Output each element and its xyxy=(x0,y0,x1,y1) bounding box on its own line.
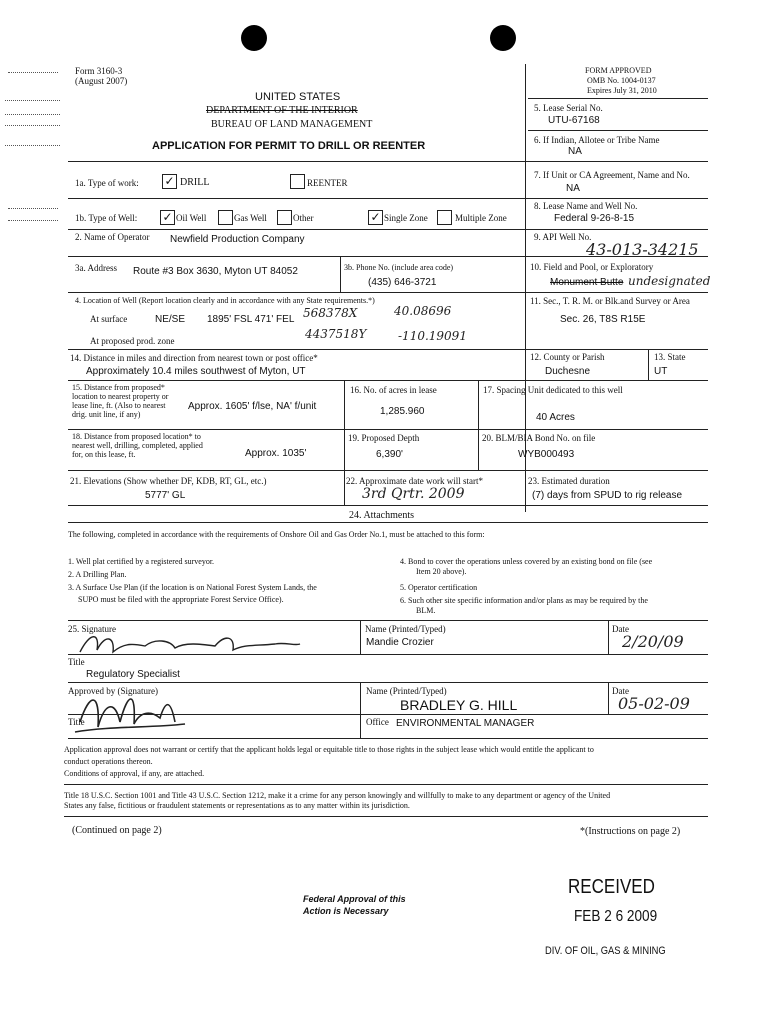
field-5-value[interactable]: UTU-67168 xyxy=(548,115,600,126)
field-6-value[interactable]: NA xyxy=(568,146,582,157)
attachment-item-6a: 6. Such other site specific information and/or plans as may be required by the xyxy=(400,596,648,605)
attachment-item-6b: BLM. xyxy=(416,606,436,615)
office-value: ENVIRONMENTAL MANAGER xyxy=(396,718,535,729)
field-25-label: 25. Signature xyxy=(68,624,116,634)
field-2-value[interactable]: Newfield Production Company xyxy=(170,234,305,245)
field-13-label: 13. State xyxy=(654,352,686,362)
name-value: Mandie Crozier xyxy=(366,637,434,648)
field-23-value[interactable]: (7) days from SPUD to rig release xyxy=(532,490,683,501)
rule xyxy=(68,505,708,506)
field-22-label: 22. Approximate date work will start* xyxy=(346,476,483,486)
field-20-value[interactable]: WYB000493 xyxy=(518,449,575,460)
field-20-label: 20. BLM/BIA Bond No. on file xyxy=(482,433,596,443)
hw-coord-easting: 568378X xyxy=(303,306,358,320)
approver-date-value: 05-02-09 xyxy=(618,694,690,713)
field-16-value[interactable]: 1,285.960 xyxy=(380,406,425,417)
reenter-checkbox[interactable] xyxy=(290,174,305,189)
attachment-item-4b: Item 20 above). xyxy=(416,567,467,576)
title-18-note-1: Title 18 U.S.C. Section 1001 and Title 43 U.S.C. Section 1212, make it a crime for any person knowingly and willfully to make to any department or agency of the United xyxy=(64,791,611,800)
field-19-label: 19. Proposed Depth xyxy=(348,433,420,443)
field-12-label: 12. County or Parish xyxy=(530,352,605,362)
title-label: Title xyxy=(68,657,85,667)
punch-hole-right xyxy=(490,25,516,51)
approver-name-label: Name (Printed/Typed) xyxy=(366,686,447,696)
margin-mark xyxy=(8,208,58,209)
attachments-intro: The following, completed in accordance with the requirements of Onshore Oil and Gas Order No.1, must be attached to this form: xyxy=(68,530,485,539)
at-surface-footage[interactable]: 1895' FSL 471' FEL xyxy=(207,314,295,325)
dept-line-1: UNITED STATES xyxy=(255,91,341,103)
approval-note-3: Conditions of approval, if any, are attached. xyxy=(64,769,205,778)
field-3a-value[interactable]: Route #3 Box 3630, Myton UT 84052 xyxy=(133,266,298,277)
drill-label: DRILL xyxy=(180,177,210,188)
attachment-item-1: 1. Well plat certified by a registered surveyor. xyxy=(68,557,215,566)
date-label: Date xyxy=(612,624,629,634)
divider-22 xyxy=(344,470,345,505)
right-column-divider xyxy=(525,64,526,512)
divider-3b xyxy=(340,256,341,292)
rule xyxy=(68,470,708,471)
division-stamp: DIV. OF OIL, GAS & MINING xyxy=(545,945,666,957)
office-label: Office xyxy=(366,717,389,727)
rule xyxy=(68,229,708,230)
attachments-title: 24. Attachments xyxy=(349,510,414,521)
attachment-item-2: 2. A Drilling Plan. xyxy=(68,570,127,579)
field-1b-label: 1b. Type of Well: xyxy=(75,213,138,223)
form-number: Form 3160-3 xyxy=(75,66,123,76)
margin-mark xyxy=(8,72,58,73)
field-2-label: 2. Name of Operator xyxy=(75,232,150,242)
attachment-item-3a: 3. A Surface Use Plan (if the location is on National Forest System Lands, the xyxy=(68,583,317,592)
instructions-note: *(Instructions on page 2) xyxy=(580,826,681,837)
applicant-signature xyxy=(75,624,305,660)
field-15-label: 15. Distance from proposed* location to nearest property or lease line, ft. (Also to nearest drig. unit line, if any) xyxy=(72,383,169,419)
margin-mark xyxy=(5,145,60,146)
field-17-label: 17. Spacing Unit dedicated to this well xyxy=(483,385,623,395)
field-11-value[interactable]: Sec. 26, T8S R15E xyxy=(560,314,646,325)
hw-coord-long: -110.19091 xyxy=(398,329,467,343)
field-21-value[interactable]: 5777' GL xyxy=(145,490,186,501)
field-21-label: 21. Elevations (Show whether DF, KDB, RT, GL, etc.) xyxy=(70,476,267,486)
field-9-value[interactable]: 43-013-34215 xyxy=(586,240,699,259)
field-23-label: 23. Estimated duration xyxy=(528,476,610,486)
field-18-label: 18. Distance from proposed location* to nearest well, drilling, completed, applied for, on this lease, ft. xyxy=(72,432,203,459)
continued-note: (Continued on page 2) xyxy=(72,825,162,836)
federal-approval-stamp-2: Action is Necessary xyxy=(303,906,389,916)
at-prod-zone-label: At proposed prod. zone xyxy=(90,336,175,346)
at-surface-value[interactable]: NE/SE xyxy=(155,314,186,325)
name-label: Name (Printed/Typed) xyxy=(365,624,446,634)
field-10-label: 10. Field and Pool, or Exploratory xyxy=(530,262,654,272)
federal-approval-stamp-1: Federal Approval of this xyxy=(303,894,406,904)
form-approved: FORM APPROVED xyxy=(585,66,652,75)
field-3a-label: 3a. Address xyxy=(75,263,117,273)
single-zone-label: Single Zone xyxy=(384,213,428,223)
field-1a-label: 1a. Type of work: xyxy=(75,178,139,188)
date-value: 2/20/09 xyxy=(622,632,684,651)
divider-17 xyxy=(478,380,479,470)
hw-coord-northing: 4437518Y xyxy=(305,327,367,341)
rule xyxy=(68,380,708,381)
approver-name: BRADLEY G. HILL xyxy=(400,697,518,713)
field-8-label: 8. Lease Name and Well No. xyxy=(534,201,638,211)
title-value: Regulatory Specialist xyxy=(86,669,180,680)
field-14-label: 14. Distance in miles and direction from nearest town or post office* xyxy=(70,353,318,363)
rule xyxy=(528,98,708,99)
divider-approver-name xyxy=(360,682,361,738)
field-11-label: 11. Sec., T. R. M. or Blk.and Survey or Area xyxy=(530,296,690,306)
gas-well-checkbox[interactable] xyxy=(218,210,233,225)
field-12-value[interactable]: Duchesne xyxy=(545,366,591,377)
dept-line-3: BUREAU OF LAND MANAGEMENT xyxy=(211,119,373,130)
approver-date-label: Date xyxy=(612,686,629,696)
rule xyxy=(68,349,708,350)
margin-mark xyxy=(5,125,60,126)
multiple-zone-checkbox[interactable] xyxy=(437,210,452,225)
approver-signature xyxy=(70,682,190,742)
divider-date xyxy=(608,620,609,654)
rule xyxy=(68,292,708,293)
other-label: Other xyxy=(293,213,314,223)
omb-number: OMB No. 1004-0137 xyxy=(587,76,656,85)
margin-mark xyxy=(5,114,60,115)
field-7-label: 7. If Unit or CA Agreement, Name and No. xyxy=(534,170,690,180)
attachment-item-5: 5. Operator certification xyxy=(400,583,478,592)
field-10-handwritten: undesignated xyxy=(628,274,711,288)
field-22-value[interactable]: 3rd Qrtr. 2009 xyxy=(362,486,465,502)
attachment-item-4a: 4. Bond to cover the operations unless covered by an existing bond on file (see xyxy=(400,557,653,566)
rule xyxy=(528,130,708,131)
field-7-value[interactable]: NA xyxy=(566,183,580,194)
punch-hole-left xyxy=(241,25,267,51)
single-zone-checkbox[interactable]: ✓ xyxy=(368,210,383,225)
approved-by-label: Approved by (Signature) xyxy=(68,686,158,696)
rule xyxy=(68,429,708,430)
rule xyxy=(68,522,708,523)
rule xyxy=(68,620,708,621)
title2-label: Title xyxy=(68,717,85,727)
other-checkbox[interactable] xyxy=(277,210,292,225)
divider-approver-date xyxy=(608,682,609,714)
expires: Expires July 31, 2010 xyxy=(587,86,657,95)
field-14-value[interactable]: Approximately 10.4 miles southwest of Myton, UT xyxy=(86,366,306,377)
reenter-label: REENTER xyxy=(307,178,348,188)
at-surface-label: At surface xyxy=(90,314,128,324)
gas-well-label: Gas Well xyxy=(234,213,267,223)
attachment-item-3b: SUPO must be filed with the appropriate Forest Service Office). xyxy=(78,595,284,604)
form-title: APPLICATION FOR PERMIT TO DRILL OR REENTER xyxy=(152,140,426,152)
field-3b-label: 3b. Phone No. (include area code) xyxy=(344,263,454,272)
field-10-value[interactable]: Monument Butte xyxy=(550,277,624,288)
dept-line-2: DEPARTMENT OF THE INTERIOR xyxy=(206,105,358,116)
rule xyxy=(64,784,708,785)
divider-13 xyxy=(648,349,649,380)
oil-well-checkbox[interactable]: ✓ xyxy=(160,210,175,225)
received-date: FEB 2 6 2009 xyxy=(574,908,658,925)
field-19-value[interactable]: 6,390' xyxy=(376,449,403,460)
oil-well-label: Oil Well xyxy=(176,213,207,223)
field-16-label: 16. No. of acres in lease xyxy=(350,385,437,395)
divider-23 xyxy=(525,470,526,505)
field-9-label: 9. API Well No. xyxy=(534,232,592,242)
margin-mark xyxy=(8,220,58,221)
approval-note-1: Application approval does not warrant or certify that the applicant holds legal or equitable title to those rights in the subject lease which would entitle the applicant to xyxy=(64,745,594,754)
multiple-zone-label: Multiple Zone xyxy=(455,213,507,223)
rule xyxy=(68,161,708,162)
field-8-value[interactable]: Federal 9-26-8-15 xyxy=(554,213,635,224)
field-4-label: 4. Location of Well (Report location clearly and in accordance with any State requirements.*) xyxy=(75,296,375,305)
field-5-label: 5. Lease Serial No. xyxy=(534,103,603,113)
field-15-value[interactable]: Approx. 1605' f/lse, NA' f/unit xyxy=(188,401,317,412)
received-stamp: RECEIVED xyxy=(568,876,655,898)
title-18-note-2: States any false, fictitious or fraudulent statements or representations as to any matter within its jurisdiction. xyxy=(64,801,410,810)
drill-checkbox[interactable]: ✓ xyxy=(162,174,177,189)
field-13-value[interactable]: UT xyxy=(654,366,668,377)
rule xyxy=(64,816,708,817)
approval-note-2: conduct operations thereon. xyxy=(64,757,153,766)
form-date: (August 2007) xyxy=(75,76,128,86)
field-17-value[interactable]: 40 Acres xyxy=(536,412,575,423)
hw-coord-lat: 40.08696 xyxy=(394,304,452,318)
field-6-label: 6. If Indian, Allotee or Tribe Name xyxy=(534,135,660,145)
rule xyxy=(68,198,708,199)
margin-mark xyxy=(5,100,60,101)
field-18-value[interactable]: Approx. 1035' xyxy=(245,448,307,459)
divider-name xyxy=(360,620,361,654)
field-3b-value[interactable]: (435) 646-3721 xyxy=(368,277,437,288)
